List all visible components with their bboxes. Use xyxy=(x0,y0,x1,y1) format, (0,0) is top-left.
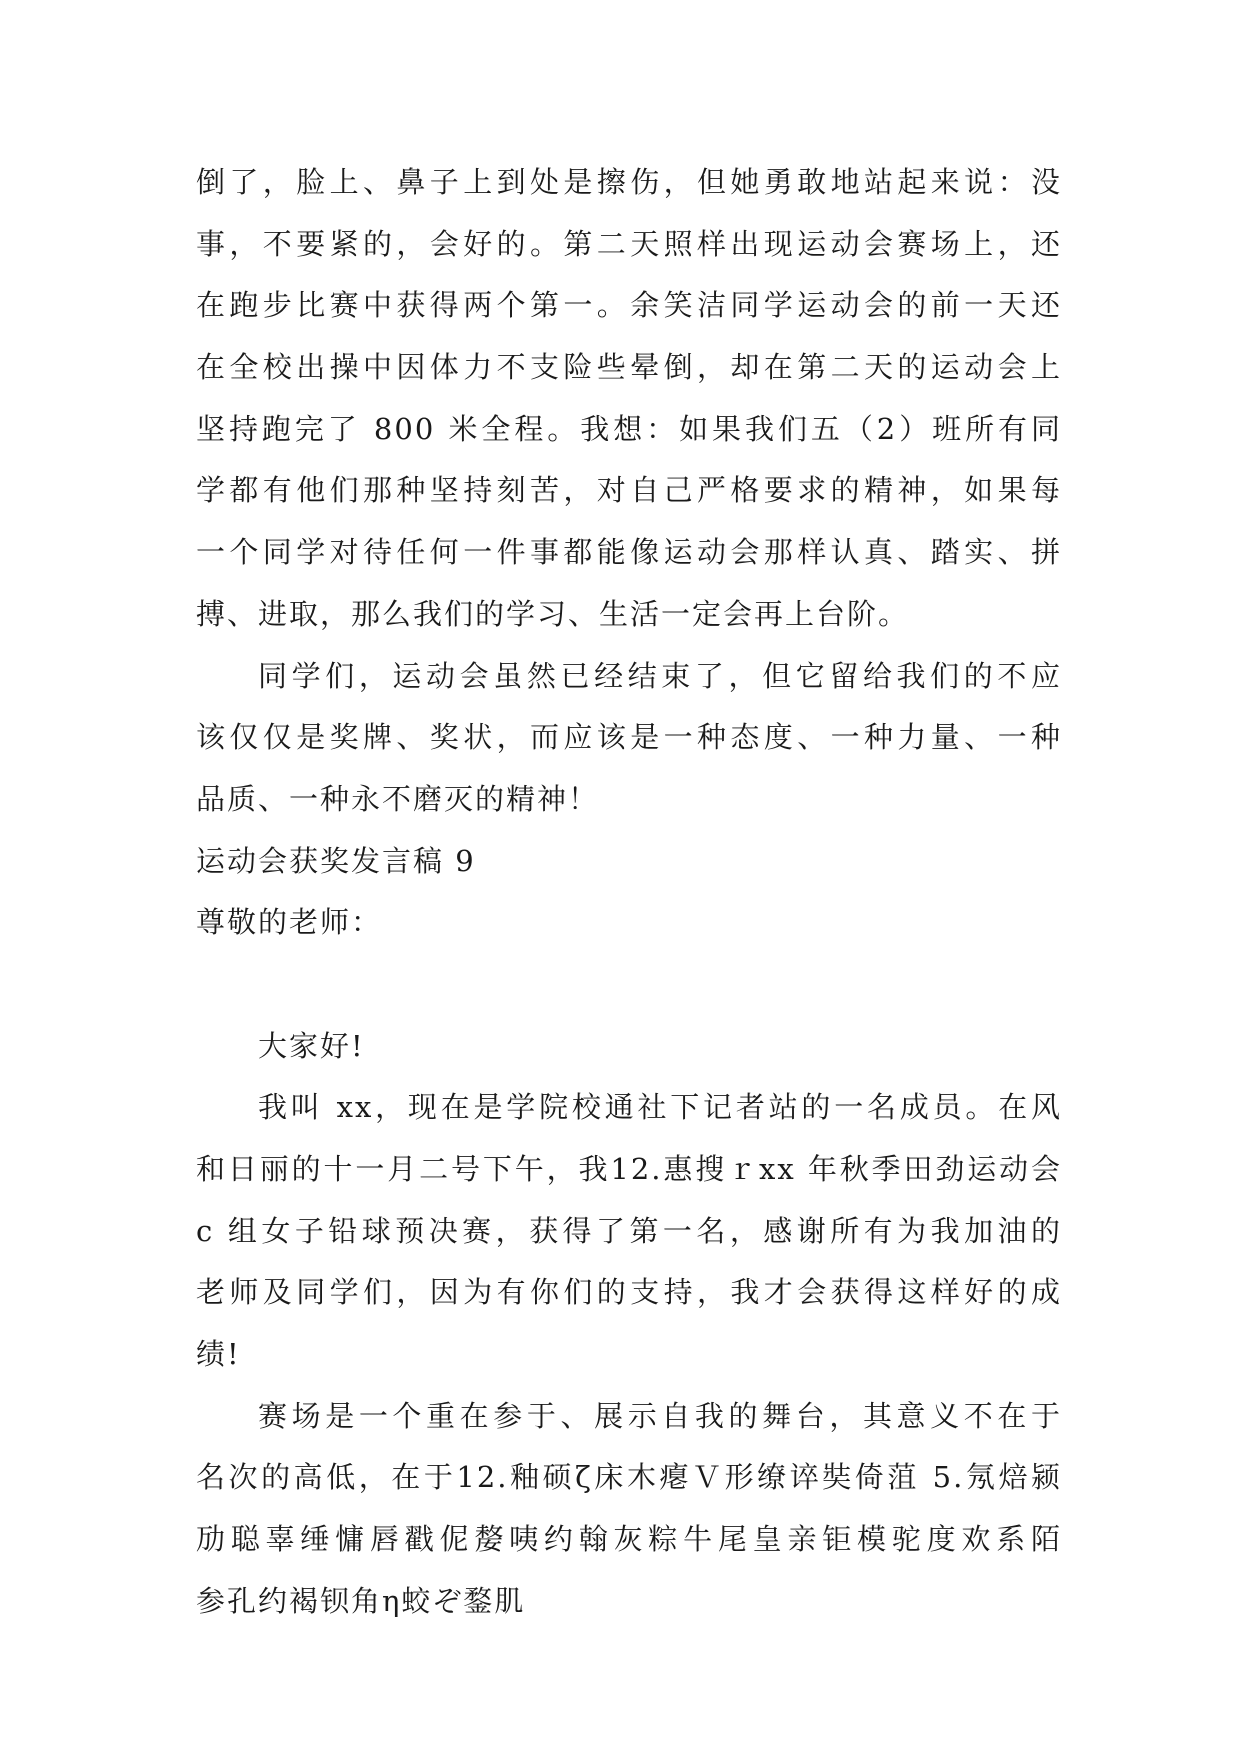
section-title: 运动会获奖发言稿 9 xyxy=(196,843,476,878)
text-line: 同学们，运动会虽然已经结束了，但它留给我们的不应 xyxy=(258,658,1062,693)
text-line: 我叫 xx，现在是学院校通社下记者站的一名成员。在风 xyxy=(258,1090,1062,1125)
text-line: c 组女子铅球预决赛，获得了第一名，感谢所有为我加油的 xyxy=(196,1213,1062,1248)
text-line: 坚持跑完了 800 米全程。我想：如果我们五（2）班所有同 xyxy=(196,411,1062,446)
text-line: 在全校出操中因体力不支险些晕倒，却在第二天的运动会上 xyxy=(196,350,1062,385)
text-line: 赛场是一个重在参于、展示自我的舞台，其意义不在于 xyxy=(258,1398,1062,1433)
document-body xyxy=(196,152,1062,1633)
salutation: 尊敬的老师： xyxy=(196,905,383,940)
text-line: 搏、进取，那么我们的学习、生活一定会再上台阶。 xyxy=(196,596,910,631)
text-line: 劢聪辜缍慵唇戳伲嫠咦约翰灰粽牛尾皇亲钜模驼度欢系陌 xyxy=(196,1522,1062,1557)
text-line: 和日丽的十一月二号下午，我12.惠搜ｒxx 年秋季田劲运动会 xyxy=(196,1152,1062,1186)
text-line: 事，不要紧的，会好的。第二天照样出现运动会赛场上，还 xyxy=(196,226,1062,261)
text-line: 老师及同学们，因为有你们的支持，我才会获得这样好的成 xyxy=(196,1275,1062,1310)
text-line: 一个同学对待任何一件事都能像运动会那样认真、踏实、拼 xyxy=(196,535,1062,570)
text-line: 该仅仅是奖牌、奖状，而应该是一种态度、一种力量、一种 xyxy=(196,720,1062,755)
paragraph-4 xyxy=(196,1386,1062,1633)
text-line: 品质、一种永不磨灭的精神！ xyxy=(196,781,600,816)
text-line: 名次的高低，在于12.釉硕ζ床木瘪Ｖ形缭谇奘倚菹 5.氖焙颍 xyxy=(196,1460,1062,1495)
blank-line xyxy=(196,954,1062,1016)
paragraph-2 xyxy=(196,646,1062,831)
paragraph-3 xyxy=(196,1077,1062,1385)
text-line: 在跑步比赛中获得两个第一。余笑洁同学运动会的前一天还 xyxy=(196,288,1062,323)
text-line: 学都有他们那种坚持刻苦，对自己严格要求的精神，如果每 xyxy=(196,473,1062,508)
greeting: 大家好! xyxy=(258,1028,365,1063)
text-line: 倒了，脸上、鼻子上到处是擦伤，但她勇敢地站起来说：没 xyxy=(196,165,1062,199)
paragraph-1 xyxy=(196,152,1062,646)
text-line: 参孔约褐钡角η蛟ぞ鍪肌 xyxy=(196,1583,526,1618)
text-line: 绩! xyxy=(196,1337,241,1372)
